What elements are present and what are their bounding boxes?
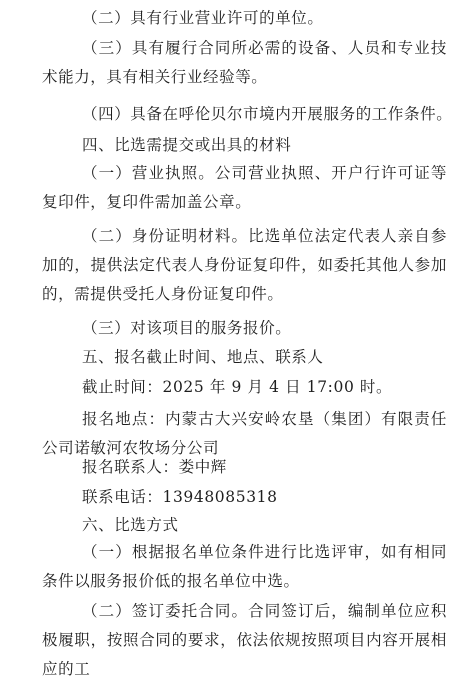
clause-2-2: （二）具有行业营业许可的单位。	[82, 9, 324, 27]
clause-4-1: （一）营业执照。公司营业执照、开户行许可证等复印件，复印件需加盖公章。	[42, 164, 447, 211]
clause-2-4: （四）具备在呼伦贝尔市境内开展服务的工作条件。	[82, 105, 453, 123]
clause-6-2: （二）签订委托合同。合同签订后，编制单位应积极履职，按照合同的要求，依法依规按照项目内容开展相应的工	[42, 602, 447, 677]
section-4-heading: 四、比选需提交或出具的材料	[82, 136, 292, 154]
deadline-line: 截止时间：2025 年 9 月 4 日 17:00 时。	[82, 378, 393, 396]
contact-phone-line: 联系电话：13948085318	[82, 488, 278, 506]
clause-4-3: （三）对该项目的服务报价。	[82, 319, 292, 337]
section-5-heading: 五、报名截止时间、地点、联系人	[82, 348, 324, 366]
location-line: 报名地点：内蒙古大兴安岭农垦（集团）有限责任公司诺敏河农牧场分公司	[42, 410, 447, 457]
clause-2-3: （三）具有履行合同所必需的设备、人员和专业技术能力，具有相关行业经验等。	[42, 39, 447, 86]
clause-6-1: （一）根据报名单位条件进行比选评审，如有相同条件以服务报价低的报名单位中选。	[42, 543, 447, 590]
contact-person-line: 报名联系人：娄中辉	[82, 458, 227, 476]
section-6-heading: 六、比选方式	[82, 516, 179, 534]
clause-4-2: （二）身份证明材料。比选单位法定代表人亲自参加的，提供法定代表人身份证复印件，如委托其他人参加的，需提供受托人身份证复印件。	[42, 227, 447, 303]
